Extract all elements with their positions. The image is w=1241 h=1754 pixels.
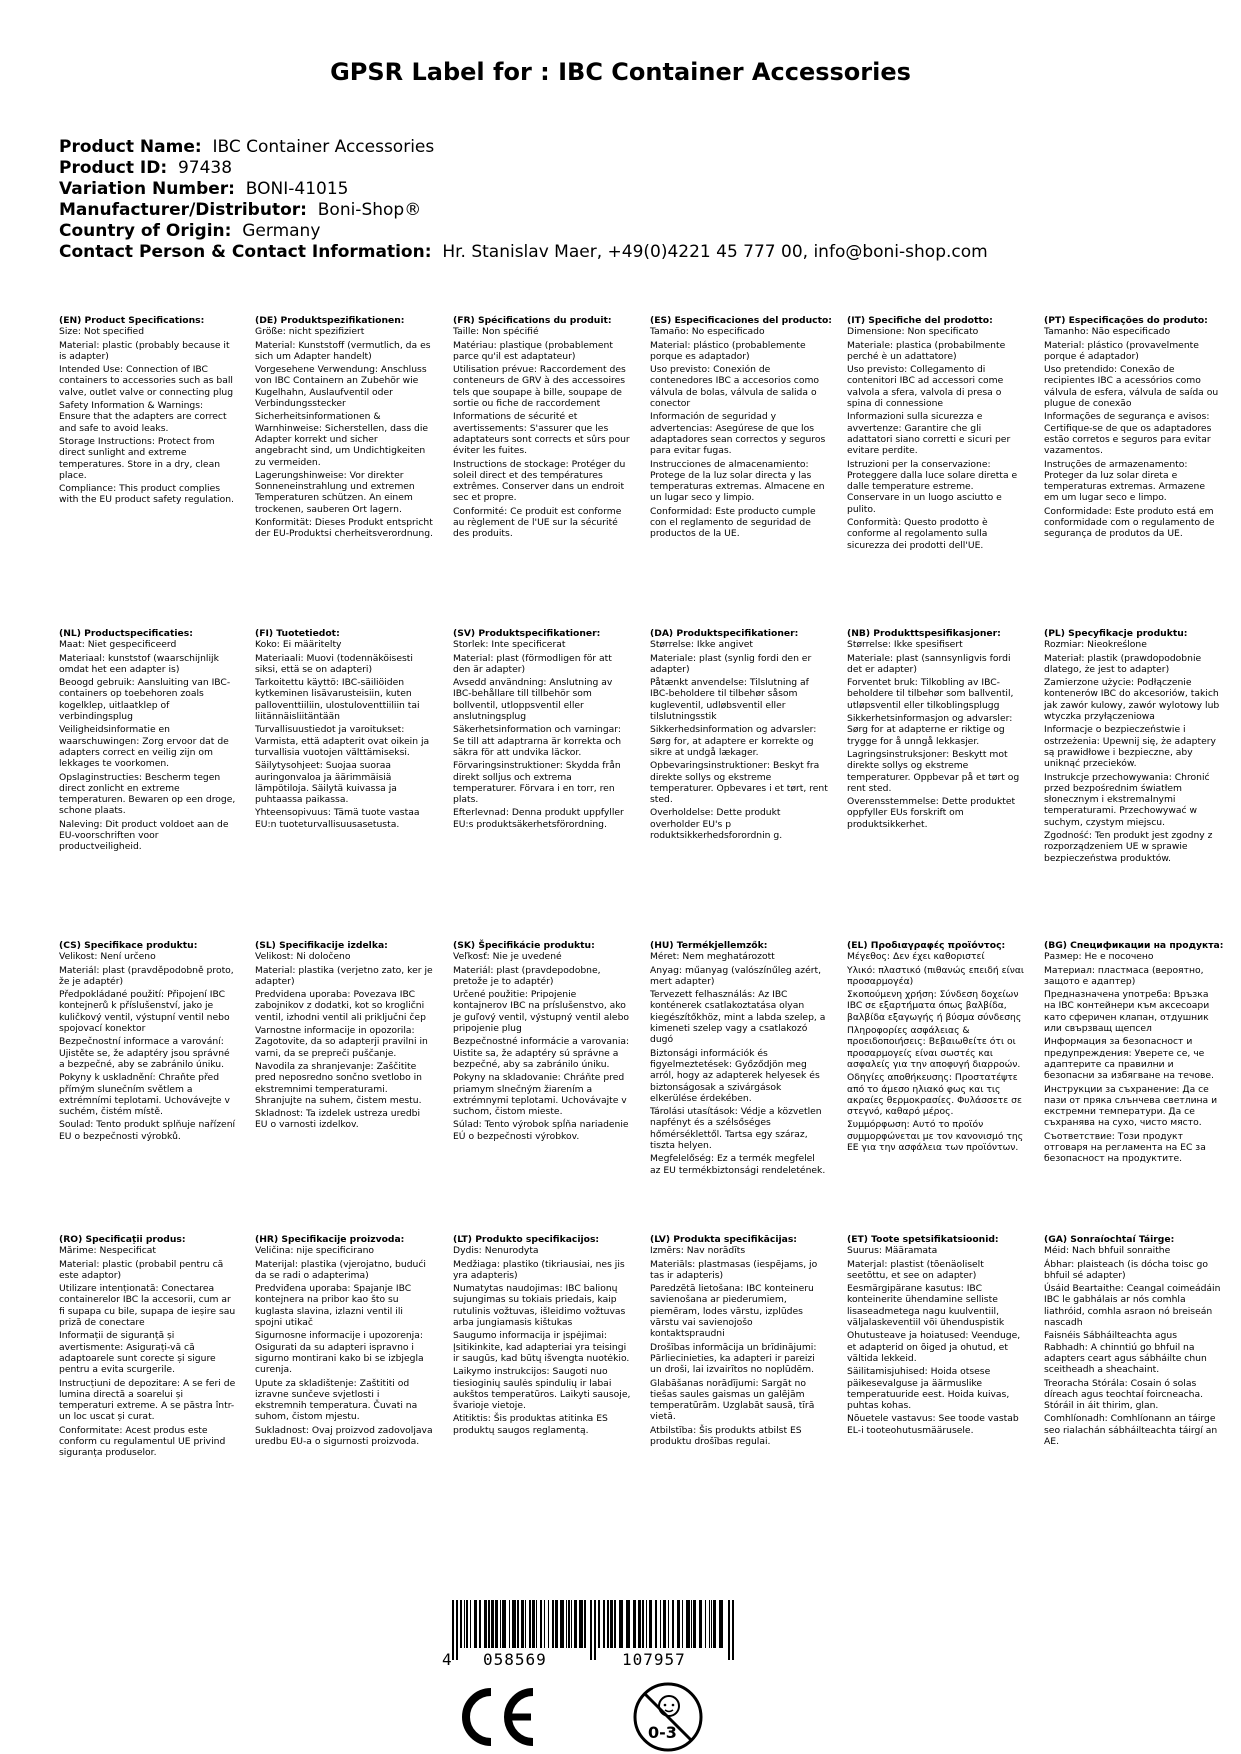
spec-field: Material: Kunststoff (vermutlich, da es sich um Adapter handelt): [255, 339, 431, 362]
spec-field: Safety Information & Warnings: Ensure that the adapters are correct and safe to avoid leaks.: [59, 400, 227, 434]
spec-field: Glabāšanas norādījumi: Sargāt no tiešas saules gaismas un galējām temperatūrām. Uzglabāt sausā, tīrā vietā.: [650, 1377, 815, 1423]
product-info: [59, 137, 988, 263]
info-country-of-origin: Country of Origin: Germany: [59, 221, 321, 241]
spec-field: Saugumo informacija ir įspėjimai: Įsitikinkite, kad adapteriai yra teisingi ir saugūs, kad būtų išvengta nuotėkio.: [453, 1330, 630, 1364]
age-0-3-warning-icon: [630, 1680, 706, 1754]
spec-block: [847, 1234, 1025, 1436]
barcode-bar: [719, 1600, 723, 1648]
barcode-bar: [574, 1600, 577, 1648]
spec-block: [59, 940, 237, 1142]
barcode-bar: [517, 1600, 519, 1648]
barcode-bar: [699, 1600, 702, 1648]
spec-field: Overholdelse: Dette produkt overholder EU's p roduktsikkerhedsforordnin g.: [650, 807, 783, 842]
barcode-digits-left: 058569: [483, 1650, 547, 1669]
barcode-bar: [488, 1600, 490, 1648]
spec-field: Instrucciones de almacenamiento: Protege de la luz solar directa y las temperaturas extremas. Almacene en un lugar seco y limpio.: [650, 458, 825, 504]
spec-field: Pokyny na skladovanie: Chráňte pred priamym slnečným žiarením a extrémnymi teplotami. Uchovávajte v suchom, čistom mieste.: [453, 1072, 627, 1118]
spec-field: Atitiktis: Šis produktas atitinka ES produktų saugos reglamentą.: [453, 1413, 608, 1436]
spec-field: Tarkoitettu käyttö: IBC-säiliöiden kytkeminen lisävarusteisiin, kuten palloventtiiliin, ulostuloventtiiliin tai liitännäisliitäntään: [255, 677, 420, 723]
spec-field: Konformität: Dieses Produkt entspricht der EU-Produktsi cherheitsverordnung.: [255, 517, 433, 540]
spec-field: Sikkerhetsinformasjon og advarsler: Sørg for at adapterne er riktige og trygge for å unngå lekkasjer.: [847, 713, 1013, 747]
spec-field: Intended Use: Connection of IBC containers to accessories such as ball valve, outlet valve or connecting plug: [59, 364, 234, 398]
barcode-bar: [607, 1600, 609, 1648]
spec-field: Tamaño: No especificado: [650, 326, 765, 338]
spec-heading: (EN) Product Specifications:: [59, 315, 205, 326]
spec-block: [255, 940, 433, 1131]
spec-field: Lagerungshinweise: Vor direkter Sonneneinstrahlung und extremen Temperaturen schützen. An einem trockenen, sauberen Ort lagern.: [255, 469, 415, 515]
barcode-bar: [521, 1600, 524, 1648]
page-title: GPSR Label for : IBC Container Accessories: [330, 58, 911, 86]
barcode-bar: [495, 1600, 498, 1648]
spec-heading: (LV) Produkta specifikācijas:: [650, 1234, 797, 1245]
spec-field: Conformità: Questo prodotto è conforme al regolamento sulla sicurezza dei prodotti dell'UE.: [847, 517, 988, 551]
barcode-bar: [668, 1600, 669, 1648]
spec-field: Anyag: műanyag (valószínűleg azért, mert adapter): [650, 964, 822, 987]
barcode-bar: [693, 1600, 696, 1648]
spec-field: Размер: Не е посочено: [1044, 951, 1154, 963]
spec-block: [847, 940, 1025, 1153]
barcode-bar: [560, 1600, 564, 1648]
spec-field: Säilytysohjeet: Suojaa suoraa auringonvaloa ja äärimmäisiä lämpötiloja. Säilytä kuivassa ja puhtaassa paikassa.: [255, 760, 397, 806]
spec-field: Påtænkt anvendelse: Tilslutning af IBC-beholdere til tilbehør såsom kugleventil, udløbsventil eller tilslutningsstik: [650, 677, 809, 723]
spec-field: Biztonsági információk és figyelmeztetések: Győződjön meg arról, hogy az adapterek helyesek és biztonságosak a szivárgások elkerülése érdekében.: [650, 1047, 820, 1104]
spec-field: Информация за безопасност и предупреждения: Уверете се, че адаптерите са правилни и безопасни за избягване на течове.: [1044, 1036, 1214, 1082]
spec-field: Material: plástico (probablemente porque es adaptador): [650, 339, 806, 362]
spec-field: Úsáid Beartaithe: Ceangal coimeádáin IBC le gabhálais ar nós comhla liathróid, comhla asraon nó breiseán nascadh: [1044, 1283, 1221, 1329]
spec-heading: (ET) Toote spetsifikatsioonid:: [847, 1234, 999, 1245]
spec-field: Dimensione: Non specificato: [847, 326, 979, 338]
spec-field: Material: plastic (probably because it is adapter): [59, 339, 230, 362]
spec-field: Conformidade: Este produto está em conformidade com o regulamento de segurança de produtos da UE.: [1044, 505, 1215, 540]
spec-field: Pokyny k uskladnění: Chraňte před přímým slunečním světlem a extrémními teplotami. Uchovávejte v suchém, čistém místě.: [59, 1072, 230, 1118]
spec-field: Conformidad: Este producto cumple con el reglamento de seguridad de productos de la UE.: [650, 505, 816, 540]
barcode-bar: [491, 1600, 494, 1648]
spec-block: [453, 315, 631, 540]
spec-field: Υλικό: πλαστικό (πιθανώς επειδή είναι προσαρμογέα): [847, 964, 1025, 987]
spec-heading: (DE) Produktspezifikationen:: [255, 315, 405, 326]
spec-block: [1044, 940, 1222, 1165]
spec-field: Opslaginstructies: Bescherm tegen direct zonlicht en extreme temperaturen. Bewaren op een droge, schone plaats.: [59, 771, 236, 817]
barcode-bar: [460, 1600, 462, 1648]
spec-field: Veličina: nije specificirano: [255, 1245, 375, 1257]
barcode-bar: [529, 1600, 531, 1648]
spec-heading: (DA) Produktspecifikationer:: [650, 628, 799, 639]
spec-field: Avsedd användning: Anslutning av IBC-behållare till tillbehör som bollventil, utloppsventil eller anslutningsplug: [453, 677, 613, 723]
spec-field: Predviđena uporaba: Spajanje IBC kontejnera na pribor kao što su kuglasta slavina, izlazni ventil ili spojni utikač: [255, 1283, 412, 1329]
barcode-bar: [466, 1600, 468, 1648]
spec-block: [59, 315, 237, 506]
barcode-bar: [686, 1600, 690, 1648]
spec-field: Förvaringsinstruktioner: Skydda från direkt solljus och extrema temperaturer. Förvara i en torr, ren plats.: [453, 760, 621, 806]
spec-field: Naleving: Dit product voldoet aan de EU-voorschriften voor productveiligheid.: [59, 818, 229, 853]
barcode-bar: [579, 1600, 583, 1648]
spec-field: Ohutusteave ja hoiatused: Veenduge, et adapterid on õiged ja ohutud, et vältida lekkeid.: [847, 1330, 1021, 1364]
spec-heading: (NL) Productspecificaties:: [59, 628, 193, 639]
info-contact: Contact Person & Contact Information: Hr. Stanislav Maer, +49(0)4221 45 777 00, info@boni-shop.com: [59, 242, 988, 262]
barcode-bar: [525, 1600, 526, 1648]
svg-text:0-3: 0-3: [648, 1723, 677, 1742]
spec-heading: (GA) Sonraíochtaí Táirge:: [1044, 1234, 1175, 1245]
spec-field: Taille: Non spécifié: [453, 326, 539, 338]
spec-field: Materiaal: kunststof (waarschijnlijk omdat het een adapter is): [59, 652, 219, 675]
barcode-bar: [568, 1600, 570, 1648]
spec-heading: (EL) Προδιαγραφές προϊόντος:: [847, 940, 1006, 951]
spec-heading: (NB) Produkttspesifikasjoner:: [847, 628, 1001, 639]
barcode-bar: [470, 1600, 471, 1648]
spec-field: Tamanho: Não especificado: [1044, 326, 1171, 338]
spec-field: Material: plast (förmodligen för att den är adapter): [453, 652, 612, 675]
spec-field: Materiale: plast (sannsynligvis fordi det er adapter): [847, 652, 1011, 675]
barcode-digit-first: 4: [442, 1650, 452, 1669]
barcode-bar: [484, 1600, 487, 1648]
spec-heading: (BG) Спецификации на продукта:: [1044, 940, 1224, 951]
spec-field: Información de seguridad y advertencias: Asegúrese de que los adaptadores sean correctos y seguros para evitar fugas.: [650, 411, 826, 457]
spec-field: Maat: Niet gespecificeerd: [59, 639, 177, 651]
spec-block: [59, 628, 237, 853]
barcode-digits-right: 107957: [622, 1650, 686, 1669]
spec-block: [847, 315, 1025, 551]
spec-field: Material: plastika (verjetno zato, ker je adapter): [255, 964, 433, 987]
spec-heading: (RO) Specificații produs:: [59, 1234, 186, 1245]
spec-field: Vorgesehene Verwendung: Anschluss von IBC Containern an Zubehör wie Kugelhahn, Auslaufventil oder Verbindungsstecker: [255, 364, 427, 410]
spec-field: Instrucțiuni de depozitare: A se feri de lumina directă a soarelui și temperaturi extreme. A se păstra într-un loc uscat și curat.: [59, 1377, 236, 1423]
barcode-bar: [713, 1600, 716, 1648]
spec-field: Materiale: plast (synlig fordi den er adapter): [650, 652, 812, 675]
barcode-bar: [619, 1600, 623, 1648]
ce-mark-icon: [453, 1686, 537, 1748]
spec-block: [453, 628, 631, 830]
spec-block: [255, 628, 433, 830]
spec-heading: (ES) Especificaciones del producto:: [650, 315, 832, 326]
barcode-bar: [646, 1600, 647, 1648]
barcode-bar: [584, 1600, 586, 1648]
barcode-guard-bar: [594, 1600, 596, 1660]
spec-field: Sukladnost: Ovaj proizvod zadovoljava uredbu EU-a o sigurnosti proizvoda.: [255, 1424, 433, 1448]
spec-field: Materjal: plastist (tõenäoliselt seetõttu, et see on adapter): [847, 1258, 984, 1281]
spec-field: Turvallisuustiedot ja varoitukset: Varmista, että adapterit ovat oikein ja turvallisia vuotojen välttämiseksi.: [255, 724, 430, 758]
spec-field: Säilitamisjuhised: Hoida otsese päikesevalguse ja äärmuslike temperatuuride eest. Hoida kuivas, puhtas kohas.: [847, 1366, 1010, 1412]
spec-field: Materiál: plast (pravděpodobně proto, že je adaptér): [59, 964, 234, 987]
spec-field: Treoracha Stórála: Cosain ó solas díreach agus teochtaí foircneacha. Stóráil in áit thirim, glan.: [1044, 1377, 1204, 1412]
info-product-id: Product ID: 97438: [59, 158, 233, 178]
barcode-bar: [502, 1600, 506, 1648]
spec-field: Beoogd gebruik: Aansluiting van IBC-containers op toebehoren zoals kogelklep, uitlaatklep of verbindingsplug: [59, 677, 231, 723]
barcode-bar: [610, 1600, 613, 1648]
spec-field: Comhlíonadh: Comhlíonann an táirge seo rialachán sábháilteachta táirgí an AE.: [1044, 1413, 1218, 1448]
spec-heading: (LT) Produkto specifikacijos:: [453, 1234, 600, 1245]
spec-field: Uso pretendido: Conexão de recipientes IBC a acessórios como válvula de esfera, válvula de saída ou plugue de conexão: [1044, 364, 1219, 410]
barcode-bar: [660, 1600, 661, 1648]
spec-field: Instructions de stockage: Protéger du soleil direct et des températures extrêmes. Conserver dans un endroit sec et propre.: [453, 458, 626, 504]
spec-field: Predvidena uporaba: Povezava IBC zabojnikov z dodatki, kot so kroglični ventil, izhodni ventil ali priključni čep: [255, 989, 426, 1023]
barcode-guard-bar: [456, 1600, 458, 1660]
barcode-bar: [552, 1600, 554, 1648]
barcode-bar: [638, 1600, 641, 1648]
barcode-bar: [663, 1600, 666, 1648]
spec-field: Určené použitie: Pripojenie kontajnerov IBC na príslušenstvo, ako je guľový ventil, výstupný ventil alebo pripojenie plug: [453, 989, 630, 1035]
spec-field: Съответствие: Този продукт отговаря на регламента на ЕС за безопасност на продуктите.: [1044, 1130, 1206, 1165]
spec-field: Atbilstība: Šis produkts atbilst ES produktu drošības regulai.: [650, 1424, 802, 1448]
spec-block: [650, 1234, 828, 1447]
barcode-bar: [691, 1600, 692, 1648]
spec-field: Forventet bruk: Tilkobling av IBC-beholdere til tilbehør som ballventil, utløpsventil eller tilkoblingsplugg: [847, 677, 1014, 711]
spec-field: Materijal: plastika (vjerojatno, budući da se radi o adapterima): [255, 1258, 426, 1281]
spec-field: Eesmärgipärane kasutus: IBC konteinerite ühendamine selliste lisaseadmetega nagu kuulventiil, väljalaskeventiil või ühenduspistik: [847, 1283, 1005, 1329]
spec-field: Materiál: plast (pravdepodobne, pretože je to adaptér): [453, 964, 601, 987]
spec-field: Informazioni sulla sicurezza e avvertenze: Garantire che gli adattatori siano corretti e sicuri per evitare perdite.: [847, 411, 1011, 457]
barcode-bar: [626, 1600, 630, 1648]
spec-field: Lagringsinstruksjoner: Beskytt mot direkte sollys og ekstreme temperaturer. Oppbevar på et tørt og rent sted.: [847, 748, 1020, 794]
spec-field: Yhteensopivuus: Tämä tuote vastaa EU:n tuoteturvallisuusasetusta.: [255, 807, 420, 830]
barcode-bar: [500, 1600, 501, 1648]
spec-field: Συμμόρφωση: Αυτό το προϊόν συμμορφώνεται με τον κανονισμό της ΕΕ για την ασφάλεια των προϊόντων.: [847, 1119, 1024, 1154]
spec-field: Koko: Ei määritelty: [255, 639, 342, 651]
spec-heading: (FI) Tuotetiedot:: [255, 628, 340, 639]
spec-field: Informacje o bezpieczeństwie i ostrzeżenia: Upewnij się, że adaptery są prawidłowe i bezpieczne, aby uniknąć przecieków.: [1044, 724, 1216, 770]
spec-field: Utilizare intenționată: Conectarea containerelor IBC la accesorii, cum ar fi supapa cu bile, supapa de ieșire sau priză de conectare: [59, 1283, 236, 1329]
barcode-bar: [705, 1600, 706, 1648]
barcode-bar: [548, 1600, 549, 1648]
spec-field: Zamierzone użycie: Podłączenie kontenerów IBC do akcesoriów, takich jak zawór kulowy, zawór wylotowy lub wtyczka przyłączeniowa: [1044, 677, 1220, 723]
spec-field: Sicherheitsinformationen & Warnhinweise: Sicherstellen, dass die Adapter korrekt und sicher angebracht sind, um Undichtigkeiten zu vermeiden.: [255, 411, 429, 468]
spec-field: Paredzētā lietošana: IBC konteineru savienošana ar piederumiem, piemēram, lodes vārstu, izplūdes vārstu vai savienojošo kontaktspraudni: [650, 1283, 814, 1340]
spec-heading: (SL) Specifikacije izdelka:: [255, 940, 388, 951]
barcode-bar: [509, 1600, 510, 1648]
spec-field: Compliance: This product complies with the EU product safety regulation.: [59, 483, 234, 506]
spec-heading: (CS) Specifikace produktu:: [59, 940, 198, 951]
barcode-bar: [649, 1600, 652, 1648]
spec-field: Tervezett felhasználás: Az IBC konténerek csatlakoztatása olyan kiegészítőkhöz, mint a labda szelep, a kimeneti szelep vagy a csatlakozó dugó: [650, 989, 826, 1046]
spec-heading: (SV) Produktspecifikationer:: [453, 628, 601, 639]
spec-field: Navodila za shranjevanje: Zaščitite pred neposredno sončno svetlobo in ekstremnimi temperaturami. Shranjujte na suhem, čistem mestu.: [255, 1060, 422, 1106]
spec-field: Méret: Nem meghatározott: [650, 951, 775, 963]
spec-field: Předpokládané použití: Připojení IBC kontejnerů k příslušenství, jako je kuličkový ventil, výstupní ventil nebo spojovací konektor: [59, 989, 230, 1035]
spec-field: Size: Not specified: [59, 326, 145, 338]
barcode-bar: [479, 1600, 481, 1648]
spec-field: Faisnéis Sábháilteachta agus Rabhadh: A chinntiú go bhfuil na adapters ceart agus sábháilte chun sceitheadh a sheachaint.: [1044, 1330, 1207, 1376]
barcode-bar: [532, 1600, 535, 1648]
spec-field: Størrelse: Ikke spesifisert: [847, 639, 963, 651]
spec-field: Informații de siguranță și avertismente: Asigurați-vă că adaptoarele sunt corecte și sigure pentru a evita scurgerile.: [59, 1330, 216, 1376]
barcode-bar: [655, 1600, 657, 1648]
spec-field: Uso previsto: Collegamento di contenitori IBC ad accessori come valvola a sfera, valvola di presa o spina di connessione: [847, 364, 1004, 410]
spec-block: [1044, 1234, 1222, 1447]
spec-field: Materiāls: plastmasas (iespējams, jo tas ir adapteris): [650, 1258, 818, 1281]
spec-field: Informations de sécurité et avertissements: S'assurer que les adaptateurs sont corrects et sûrs pour éviter les fuites.: [453, 411, 630, 457]
spec-field: Megfelelőség: Ez a termék megfelel az EU termékbiztonsági rendeletének.: [650, 1153, 826, 1176]
info-product-name: Product Name: IBC Container Accessories: [59, 137, 435, 157]
barcode-guard-bar: [590, 1600, 592, 1660]
spec-field: Material: plástico (provavelmente porque é adaptador): [1044, 339, 1199, 362]
spec-block: [650, 315, 832, 540]
spec-field: Størrelse: Ikke angivet: [650, 639, 754, 651]
spec-field: Suurus: Määramata: [847, 1245, 938, 1257]
spec-heading: (IT) Specifiche del prodotto:: [847, 315, 993, 326]
spec-field: Istruzioni per la conservazione: Proteggere dalla luce solare diretta e dalle temperature estreme. Conservare in un luogo asciutto e pulito.: [847, 458, 1018, 515]
spec-block: [255, 315, 433, 540]
spec-field: Upute za skladištenje: Zaštititi od izravne sunčeve svjetlosti i ekstremnih temperatura. Čuvati na suhom, čistom mjestu.: [255, 1377, 418, 1423]
spec-field: Tárolási utasítások: Védje a közvetlen napfényt és a szélsőséges hőmérséklettől. Tartsa egy száraz, tiszta helyen.: [650, 1106, 822, 1152]
spec-field: Οδηγίες αποθήκευσης: Προστατέψτε από το άμεσο ηλιακό φως και τις ακραίες θερμοκρασίες. Φυλάσσετε σε στεγνό, καθαρό μέρος.: [847, 1072, 1022, 1118]
spec-block: [1044, 628, 1222, 864]
spec-field: Velikost: Není určeno: [59, 951, 156, 963]
barcode-bar: [642, 1600, 644, 1648]
spec-field: Materiale: plastica (probabilmente perché è un adattatore): [847, 339, 1006, 362]
barcode-bar: [544, 1600, 545, 1648]
spec-field: Σκοπούμενη χρήση: Σύνδεση δοχείων IBC σε εξαρτήματα όπως βαλβίδα, βαλβίδα εξαγωγής ή βύσμα σύνδεσης: [847, 989, 1022, 1023]
spec-field: Opbevaringsinstruktioner: Beskyt fra direkte sollys og ekstreme temperaturer. Opbevares i et tørt, rent sted.: [650, 760, 828, 806]
spec-block: [1044, 315, 1222, 540]
spec-field: Méid: Nach bhfuil sonraithe: [1044, 1245, 1171, 1257]
spec-field: Storage Instructions: Protect from direct sunlight and extreme temperatures. Store in a dry, clean place.: [59, 435, 221, 481]
barcode-bar: [540, 1600, 542, 1648]
spec-field: Velikost: Ni določeno: [255, 951, 351, 963]
spec-field: Säkerhetsinformation och varningar: Se till att adaptrarna är korrekta och säkra för att undvika läckor.: [453, 724, 622, 758]
barcode-bar: [571, 1600, 572, 1648]
spec-field: Izmērs: Nav norādīts: [650, 1245, 746, 1257]
barcode-bar: [682, 1600, 683, 1648]
spec-block: [453, 940, 631, 1142]
barcode-bar: [464, 1600, 465, 1648]
barcode-bar: [474, 1600, 477, 1648]
spec-block: [453, 1234, 631, 1436]
spec-field: Instruções de armazenamento: Proteger da luz solar direta e temperaturas extremas. Armazene em um lugar seco e limpo.: [1044, 458, 1206, 504]
spec-field: Предназначена употреба: Връзка на IBC контейнери към аксесоари като сферичен клапан, отдушник или свързващ щепсел: [1044, 989, 1210, 1035]
spec-field: Zgodność: Ten produkt jest zgodny z rozporządzeniem UE w sprawie bezpieczeństwa produktów.: [1044, 830, 1213, 864]
barcode-bar: [512, 1600, 516, 1648]
spec-field: Materiał: plastik (prawdopodobnie dlatego, że jest to adapter): [1044, 652, 1202, 675]
spec-field: Veľkosť: Nie je uvedené: [453, 951, 562, 963]
barcode-bar: [614, 1600, 616, 1648]
spec-heading: (PL) Specyfikacje produktu:: [1044, 628, 1188, 639]
spec-heading: (SK) Špecifikácie produktu:: [453, 940, 595, 951]
spec-heading: (HR) Specifikacije proizvoda:: [255, 1234, 405, 1245]
info-variation-number: Variation Number: BONI-41015: [59, 179, 349, 199]
spec-heading: (HU) Termékjellemzők:: [650, 940, 768, 951]
spec-field: Dydis: Nenurodyta: [453, 1245, 539, 1257]
barcode-bar: [566, 1600, 567, 1648]
spec-field: Skladnost: Ta izdelek ustreza uredbi EU o varnosti izdelkov.: [255, 1108, 421, 1131]
barcode-guard-bar: [452, 1600, 454, 1660]
barcode-bar: [555, 1600, 558, 1648]
spec-field: Efterlevnad: Denna produkt uppfyller EU:s produktsäkerhetsförordning.: [453, 807, 624, 830]
spec-field: Sikkerhedsinformation og advarsler: Sørg for, at adaptere er korrekte og sikre at undgå lækager.: [650, 724, 817, 758]
spec-field: Medžiaga: plastiko (tikriausiai, nes jis yra adapteris): [453, 1258, 625, 1281]
spec-field: Matériau: plastique (probablement parce qu'il est adaptateur): [453, 339, 613, 362]
spec-field: Uso previsto: Conexión de contenedores IBC a accesorios como válvula de bolas, válvula de salida o conector: [650, 364, 820, 410]
spec-field: Súlad: Tento výrobok spĺňa nariadenie EÚ o bezpečnosti výrobkov.: [453, 1119, 629, 1142]
spec-field: Conformité: Ce produit est conforme au règlement de l'UE sur la sécurité des produits.: [453, 505, 622, 540]
spec-heading: (FR) Spécifications du produit:: [453, 315, 612, 326]
spec-heading: (PT) Especificações do produto:: [1044, 315, 1208, 326]
barcode-bar: [711, 1600, 712, 1648]
barcode-bar: [633, 1600, 636, 1648]
info-manufacturer: Manufacturer/Distributor: Boni-Shop®: [59, 200, 422, 220]
spec-field: Informações de segurança e avisos: Certifique-se de que os adaptadores estão corretos e seguros para evitar vazamentos.: [1044, 411, 1212, 457]
spec-field: Instrukcje przechowywania: Chronić przed bezpośrednim światłem słonecznym i ekstremalnymi temperaturami. Przechowywać w suchym, czystym miejscu.: [1044, 771, 1210, 828]
barcode-guard-bar: [732, 1600, 734, 1660]
barcode-bar: [677, 1600, 680, 1648]
barcode-bar: [672, 1600, 674, 1648]
spec-field: Материал: пластмаса (вероятно, защото е адаптер): [1044, 964, 1204, 987]
spec-field: Utilisation prévue: Raccordement des conteneurs de GRV à des accessoires tels que soupape à bille, soupape de sortie ou fiche de raccordement: [453, 364, 626, 410]
spec-field: Nõuetele vastavus: See toode vastab EL-i tooteohutusmäärusele.: [847, 1413, 1019, 1436]
spec-field: Mărime: Nespecificat: [59, 1245, 156, 1257]
spec-field: Bezpečnostní informace a varování: Ujistěte se, že adaptéry jsou správné a bezpečné, aby se zabránilo úniku.: [59, 1036, 230, 1070]
spec-field: Ábhar: plaisteach (is dócha toisc go bhfuil sé adapter): [1044, 1258, 1208, 1281]
spec-field: Soulad: Tento produkt splňuje nařízení EU o bezpečnosti výrobků.: [59, 1119, 236, 1142]
spec-block: [650, 628, 828, 841]
spec-field: Overensstemmelse: Dette produktet oppfyller EUs forskrift om produktsikkerhet.: [847, 796, 1016, 830]
spec-field: Veiligheidsinformatie en waarschuwingen: Zorg ervoor dat de adapters correct en veilig zijn om lekkages te voorkomen.: [59, 724, 229, 770]
spec-field: Bezpečnostné informácie a varovania: Uistite sa, že adaptéry sú správne a bezpečné, aby sa zabránilo úniku.: [453, 1036, 630, 1070]
barcode-bar: [598, 1600, 600, 1648]
spec-field: Sigurnosne informacije i upozorenja: Osigurati da su adapteri ispravno i sigurno montirani kako bi se izbjegla curenja.: [255, 1330, 424, 1376]
barcode-guard-bar: [728, 1600, 730, 1660]
spec-field: Conformitate: Acest produs este conform cu regulamentul UE privind siguranța produselor.: [59, 1424, 226, 1459]
spec-field: Μέγεθος: Δεν έχει καθοριστεί: [847, 951, 985, 963]
spec-field: Varnostne informacije in opozorila: Zagotovite, da so adapterji pravilni in varni, da se prepreči puščanje.: [255, 1025, 428, 1059]
spec-block: [255, 1234, 433, 1447]
spec-field: Πληροφορίες ασφάλειας & προειδοποιήσεις: Βεβαιωθείτε ότι οι προσαρμογείς είναι σωστές και ασφαλείς για την αποφυγή διαρροών.: [847, 1025, 1021, 1070]
barcode-bar: [603, 1600, 605, 1648]
spec-field: Инструкции за съхранение: Да се пази от пряка слънчева светлина и екстремни температури. Да се съхранява на сухо, чисто място.: [1044, 1083, 1218, 1129]
spec-field: Rozmiar: Nieokreślone: [1044, 639, 1147, 651]
spec-field: Material: plastic (probabil pentru că este adaptor): [59, 1258, 224, 1281]
spec-field: Größe: nicht spezifiziert: [255, 326, 365, 338]
barcode-bar: [536, 1600, 537, 1648]
spec-field: Storlek: Inte specificerat: [453, 639, 566, 651]
spec-field: Numatytas naudojimas: IBC balionų sujungimas su tokiais priedais, kaip rutulinis vožtuvas, išleidimo vožtuvas arba jungiamasis kištukas: [453, 1283, 626, 1329]
spec-field: Materiaali: Muovi (todennäköisesti siksi, että se on adapteri): [255, 652, 413, 675]
spec-block: [847, 628, 1025, 830]
spec-field: Drošības informācija un brīdinājumi: Pārliecinieties, ka adapteri ir pareizi un droši, lai izvairītos no noplūdēm.: [650, 1341, 817, 1376]
spec-block: [650, 940, 828, 1176]
spec-field: Laikymo instrukcijos: Saugoti nuo tiesioginių saulės spindulių ir labai aukštos temperatūros. Laikyti sausoje, švarioje vietoje.: [453, 1366, 631, 1412]
spec-block: [59, 1234, 237, 1459]
barcode-bar: [709, 1600, 710, 1648]
